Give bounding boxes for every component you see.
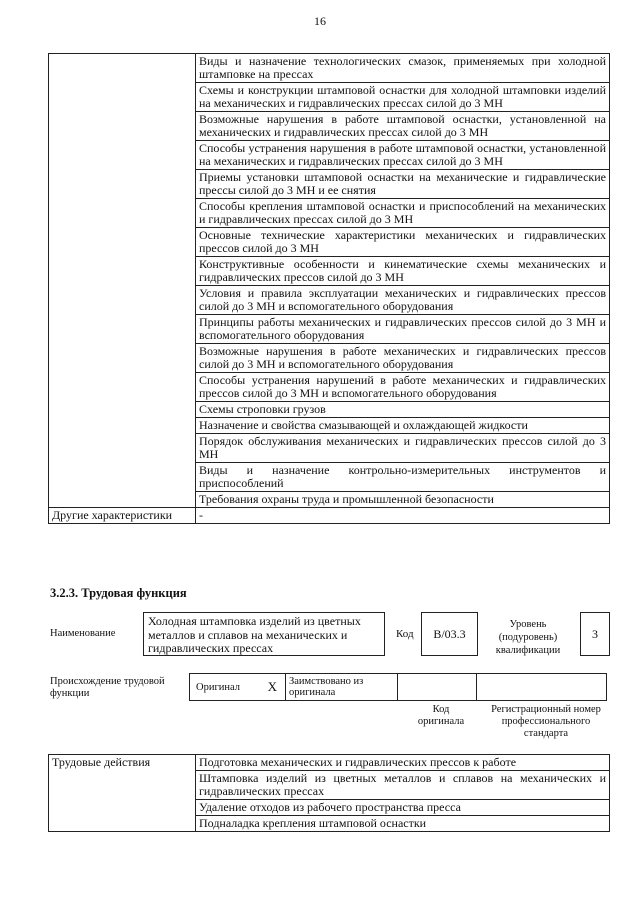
knowledge-item: Конструктивные особенности и кинематические схемы механических и гидравлических прессов силой до 3 МН <box>196 257 610 286</box>
name-label: Наименование <box>50 628 116 639</box>
labor-actions-table <box>48 754 610 832</box>
code-box: В/03.3 <box>421 612 478 656</box>
table-row <box>49 508 610 524</box>
original-mark: X <box>267 679 277 694</box>
knowledge-item: Способы устранения нарушений в работе механических и гидравлических прессов силой до 3 МН и вспомогательного оборудования <box>196 373 610 402</box>
level-label: Уровень (подуровень) квалификации <box>495 619 561 656</box>
knowledge-item: Виды и назначение технологических смазок, применяемых при холодной штамповке на прессах <box>196 54 610 83</box>
knowledge-item: Виды и назначение контрольно-измерительных инструментов и приспособлений <box>196 463 610 492</box>
other-characteristics-label: Другие характеристики <box>49 508 196 524</box>
knowledge-item: Принципы работы механических и гидравлических прессов силой до 3 МН и вспомогательного оборудования <box>196 315 610 344</box>
page-number: 16 <box>314 14 326 28</box>
knowledge-item: Требования охраны труда и промышленной безопасности <box>196 492 610 508</box>
labor-action-item: Штамповка изделий из цветных металлов и сплавов на механических и гидравлических прессах <box>196 771 610 800</box>
knowledge-item: Способы устранения нарушения в работе штамповой оснастки, установленной на механических и гидравлических прессах силой до 3 МН <box>196 141 610 170</box>
labor-action-item: Подготовка механических и гидравлических прессов к работе <box>196 755 610 771</box>
origin-label: Происхождение трудовой функции <box>50 676 165 699</box>
knowledge-item: Возможные нарушения в работе штамповой оснастки, установленной на механических и гидравлических прессах силой до 3 МН <box>196 112 610 141</box>
section-title: 3.2.3. Трудовая функция <box>50 586 187 600</box>
labor-action-item: Подналадка крепления штамповой оснастки <box>196 816 610 832</box>
knowledge-item: Условия и правила эксплуатации механических и гидравлических прессов силой до 3 МН и вспомогательного оборудования <box>196 286 610 315</box>
reg-number-cell <box>476 673 607 701</box>
knowledge-item: Возможные нарушения в работе механических и гидравлических прессов силой до 3 МН и вспомогательного оборудования <box>196 344 610 373</box>
code-original-cell <box>397 673 477 701</box>
knowledge-item: Схемы и конструкции штамповой оснастки для холодной штамповки изделий на механических и гидравлических прессах силой до 3 МН <box>196 83 610 112</box>
knowledge-item: Порядок обслуживания механических и гидравлических прессов силой до 3 МН <box>196 434 610 463</box>
labor-action-item: Удаление отходов из рабочего пространства пресса <box>196 800 610 816</box>
origin-row <box>190 673 607 701</box>
other-characteristics-value: - <box>196 508 610 524</box>
table-row <box>49 755 610 771</box>
original-label: Оригинал <box>196 681 240 693</box>
reg-number-label: Регистрационный номер профессионального стандарта <box>491 704 601 739</box>
level-box: 3 <box>580 612 610 656</box>
knowledge-table <box>48 53 610 524</box>
function-name-box: Холодная штамповка изделий из цветных металлов и сплавов на механических и гидравлических прессах <box>143 612 385 656</box>
table-row <box>49 54 610 83</box>
knowledge-item: Основные технические характеристики механических и гидравлических прессов силой до 3 МН <box>196 228 610 257</box>
labor-actions-label: Трудовые действия <box>49 755 196 832</box>
original-cell <box>189 673 286 701</box>
knowledge-left-cell <box>49 54 196 508</box>
knowledge-item: Способы крепления штамповой оснастки и приспособлений на механических и гидравлических прессах силой до 3 МН <box>196 199 610 228</box>
code-original-label: Код оригинала <box>417 704 465 727</box>
borrowed-cell: Заимствовано из оригинала <box>285 673 398 701</box>
code-label: Код <box>396 628 414 640</box>
knowledge-item: Назначение и свойства смазывающей и охлаждающей жидкости <box>196 418 610 434</box>
knowledge-item: Приемы установки штамповой оснастки на механические и гидравлические прессы силой до 3 МН и ее снятия <box>196 170 610 199</box>
knowledge-item: Схемы строповки грузов <box>196 402 610 418</box>
